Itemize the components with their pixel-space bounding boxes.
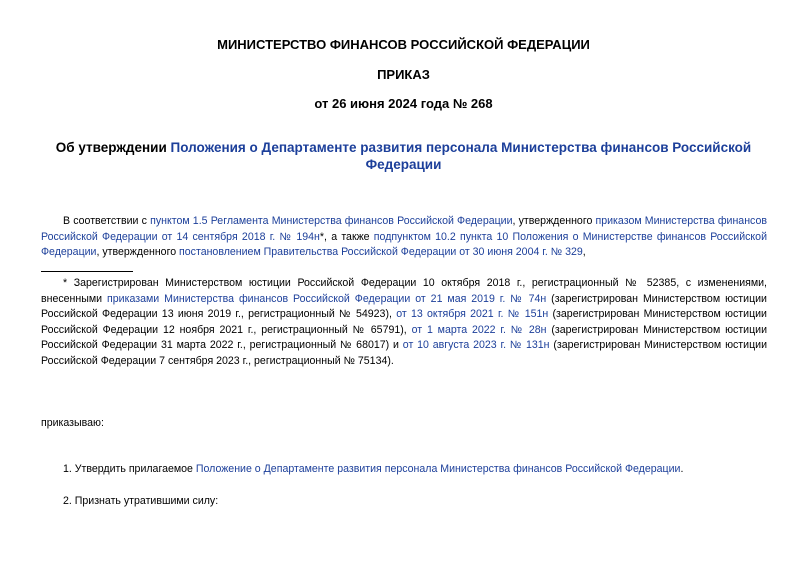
link-regulation[interactable]: Положение о Департаменте развития персонала Министерства финансов Российской Федерации <box>195 463 681 475</box>
document-type-heading: ПРИКАЗ <box>377 67 430 82</box>
link-order-151n[interactable]: от 13 октября 2021 г. № 151н <box>396 308 549 321</box>
title-prefix: Об утверждении <box>55 140 171 155</box>
link-order-28n[interactable]: от 1 марта 2022 г. № 28н <box>411 323 547 336</box>
preamble-text-5: , <box>582 246 586 259</box>
footnote-text-1: * Зарегистрирован Министерством юстиции Российской Федерации 10 октября 2018 г., регистрационный № 52385, с изменениями, внесенными <box>41 277 767 305</box>
link-reglament[interactable]: пунктом 1.5 Регламента Министерства финансов Российской Федерации <box>150 215 513 227</box>
footnote-text-3: (зарегистрирован Министерством юстиции Российской Федерации 12 ноября 2021 г., регистрационный № 65791), <box>41 308 767 336</box>
item1-suffix: . <box>680 463 684 475</box>
order-word: приказываю: <box>41 417 104 429</box>
order-item-1 <box>63 463 683 475</box>
link-order-194n[interactable]: приказом Министерства финансов Российской Федерации от 14 сентября 2018 г. № 194н <box>41 215 767 243</box>
preamble-text-1: В соответствии с <box>63 215 151 227</box>
document-date-number: от 26 июня 2024 года № 268 <box>314 96 493 111</box>
footnote-text-4: (зарегистрирован Министерством юстиции Российской Федерации 31 марта 2022 г., регистрационный № 68017) и <box>41 323 767 352</box>
footnote-paragraph <box>41 276 767 370</box>
link-resolution-329[interactable]: постановлением Правительства Российской Федерации от 30 июня 2004 г. № 329 <box>179 246 583 259</box>
preamble-text-2: , утвержденного <box>512 215 596 227</box>
document-title <box>50 139 757 173</box>
preamble-text-3: *, а также <box>319 230 374 243</box>
footnote-text-5: (зарегистрирован Министерством юстиции Российской Федерации 7 сентября 2023 г., регистрационный № 75134). <box>41 339 767 367</box>
link-order-131n[interactable]: от 10 августа 2023 г. № 131н <box>402 339 550 352</box>
footnote-separator <box>41 271 133 272</box>
preamble-text-4: , утвержденного <box>96 246 180 259</box>
link-subparagraph-10-2[interactable]: подпунктом 10.2 пункта 10 Положения о Министерстве финансов Российской Федерации <box>41 230 767 259</box>
title-link[interactable]: Положения о Департаменте развития персонала Министерства финансов Российской Федерации <box>170 140 752 172</box>
order-item-2: 2. Признать утратившими силу: <box>63 495 219 507</box>
ministry-heading: МИНИСТЕРСТВО ФИНАНСОВ РОССИЙСКОЙ ФЕДЕРАЦИИ <box>217 37 590 52</box>
preamble-paragraph <box>41 214 767 261</box>
link-order-74n[interactable]: приказами Министерства финансов Российской Федерации от 21 мая 2019 г. № 74н <box>107 292 547 305</box>
footnote-text-2: (зарегистрирован Министерством юстиции Российской Федерации 13 июня 2019 г., регистрационный № 54923), <box>41 292 767 321</box>
item1-prefix: 1. Утвердить прилагаемое <box>63 463 196 475</box>
